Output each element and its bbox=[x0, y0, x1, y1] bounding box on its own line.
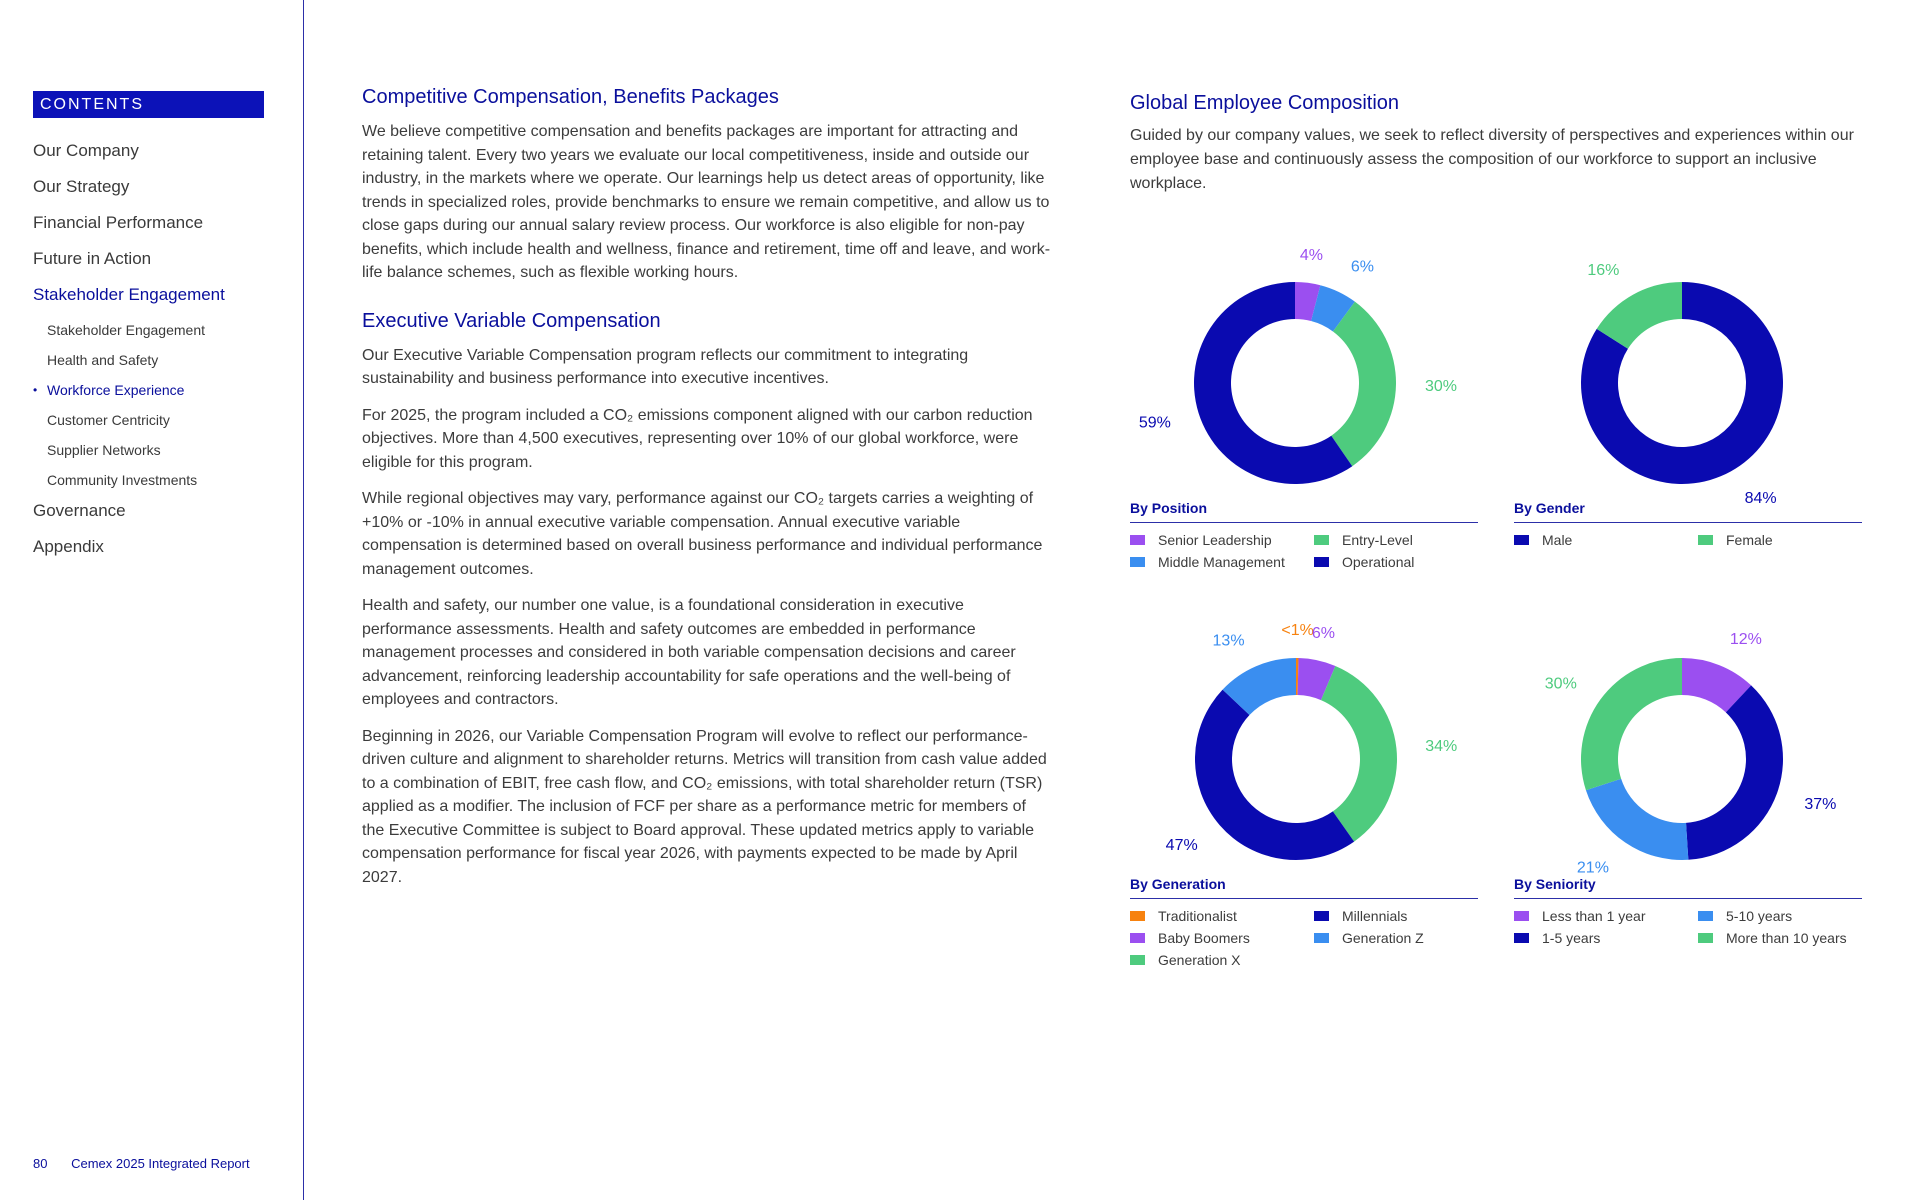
page-footer bbox=[33, 1156, 250, 1171]
compensation-column bbox=[362, 82, 1052, 902]
page-number: 80 bbox=[33, 1156, 48, 1171]
section-title-executive-variable-compensation: Executive Variable Compensation bbox=[362, 309, 661, 332]
data-label-by-generation-millennials: 47% bbox=[1165, 837, 1198, 855]
nav-stakeholder-engagement[interactable]: Stakeholder Engagement bbox=[33, 285, 225, 304]
employee-composition-column bbox=[1130, 88, 1870, 196]
legend-swatch bbox=[1514, 535, 1529, 545]
nav-sub-supplier-networks[interactable]: Supplier Networks bbox=[47, 442, 161, 458]
nav-sub-community-investments[interactable]: Community Investments bbox=[47, 472, 198, 488]
intro-text: Guided by our company values, we seek to reflect diversity of perspectives and experiences within our employee base and continuously assess the composition of our workforce to support an inclusive workplace. bbox=[1130, 127, 1854, 192]
legend-swatch bbox=[1130, 557, 1145, 567]
legend-label: Senior Leadership bbox=[1158, 532, 1272, 548]
legend-label: Baby Boomers bbox=[1158, 930, 1250, 946]
nav-financial-performance[interactable]: Financial Performance bbox=[33, 213, 204, 232]
paragraph: Beginning in 2026, our Variable Compensation Program will evolve to reflect our performance-driven culture and alignment to shareholder returns. Metrics will transition from cash value added to a combination of EBIT, free cash flow, and CO₂ emissions, with total shareholder return (TSR) applied as a modifier. The inclusion of FCF per share as a performance metric for members of the Executive Committee is subject to Board approval. These updated metrics apply to variable compensation performance for fiscal year 2026, with payments expected to be made by April 2027. bbox=[362, 727, 1047, 886]
legend-item-female bbox=[1698, 531, 1868, 549]
nav-sub-workforce-experience[interactable]: • Workforce Experience bbox=[33, 375, 293, 405]
legend-swatch bbox=[1514, 911, 1529, 921]
legend-item-entry-level bbox=[1314, 531, 1484, 549]
legend-item-more-than-10-years bbox=[1698, 929, 1868, 947]
legend-label: More than 10 years bbox=[1726, 930, 1847, 946]
legend-by-seniority bbox=[1514, 876, 1862, 947]
data-label-by-generation-generation-x: 34% bbox=[1425, 738, 1458, 756]
data-label-by-position-operational: 59% bbox=[1138, 414, 1171, 432]
paragraph: For 2025, the program included a CO₂ emissions component aligned with our carbon reduction objectives. More than 4,500 executives, representing over 10% of our global workforce, were eligible for this program. bbox=[362, 406, 1033, 471]
legend-label: Male bbox=[1542, 532, 1573, 548]
paragraph: Health and safety, our number one value, is a foundational consideration in executive performance assessments. Health and safety outcomes are embedded in performance management processes and considered in both variable compensation decisions and career advancement, reinforcing leadership accountability for safe operations and the well-being of employees and contractors. bbox=[362, 597, 1016, 708]
legend-swatch bbox=[1130, 955, 1145, 965]
nav-future-in-action[interactable]: Future in Action bbox=[33, 249, 152, 268]
legend-item-operational bbox=[1314, 553, 1484, 571]
legend-swatch bbox=[1698, 535, 1713, 545]
chart-title-by-position: By Position bbox=[1130, 500, 1478, 523]
contents-heading: CONTENTS bbox=[33, 91, 264, 118]
data-label-by-generation-traditionalist: <1% bbox=[1281, 622, 1314, 640]
data-label-by-generation-baby-boomers: 6% bbox=[1311, 624, 1336, 642]
paragraph: Our Executive Variable Compensation program reflects our commitment to integrating sustainability and business performance into executive incentives. bbox=[362, 346, 969, 387]
paragraph: We believe competitive compensation and benefits packages are important for attracting and retaining talent. Every two years we evaluate our local competitiveness, inside and outside our industry, in the markets where we operate. Our learnings help us detect areas of opportunity, like trends in specialized roles, provide benchmarks to ensure we remain competitive, and allow us to close gaps during our annual salary review process. Our workforce is also eligible for non-pay benefits, which include health and wellness, finance and retirement, time off and leave, and work-life balance schemes, such as flexible working hours. bbox=[362, 123, 1051, 281]
legend-swatch bbox=[1314, 933, 1329, 943]
nav-appendix[interactable]: Appendix bbox=[33, 537, 104, 556]
nav-sub-stakeholder-engagement[interactable]: Stakeholder Engagement bbox=[47, 322, 205, 338]
legend-swatch bbox=[1698, 911, 1713, 921]
data-label-by-position-middle-management: 6% bbox=[1350, 258, 1374, 276]
data-label-by-position-entry-level: 30% bbox=[1424, 378, 1458, 396]
slice-by-seniority-more-than-10-years bbox=[1581, 658, 1682, 790]
legend-label: Entry-Level bbox=[1342, 532, 1413, 548]
data-label-by-generation-generation-z: 13% bbox=[1212, 632, 1245, 650]
legend-by-generation bbox=[1130, 876, 1478, 969]
legend-label: Generation Z bbox=[1342, 930, 1424, 946]
data-label-by-seniority-5-10-years: 21% bbox=[1576, 859, 1609, 877]
legend-label: Operational bbox=[1342, 554, 1415, 570]
nav-governance[interactable]: Governance bbox=[33, 501, 126, 520]
slice-by-position-entry-level bbox=[1331, 302, 1396, 467]
legend-item-less-than-1-year bbox=[1514, 907, 1698, 925]
legend-label: Millennials bbox=[1342, 908, 1408, 924]
legend-label: 1-5 years bbox=[1542, 930, 1601, 946]
slice-by-generation-millennials bbox=[1195, 690, 1354, 860]
legend-label: Traditionalist bbox=[1158, 908, 1237, 924]
data-label-by-gender-male: 84% bbox=[1744, 489, 1777, 507]
data-label-by-position-senior-leadership: 4% bbox=[1299, 247, 1324, 265]
legend-by-position bbox=[1130, 500, 1478, 571]
nav-our-company[interactable]: Our Company bbox=[33, 141, 139, 160]
paragraph: While regional objectives may vary, performance against our CO₂ targets carries a weighting of +10% or -10% in annual executive variable compensation. Annual executive variable compensation is determined based on overall business performance and individual performance management outcomes. bbox=[362, 490, 1043, 578]
legend-by-gender bbox=[1514, 500, 1862, 549]
report-name: Cemex 2025 Integrated Report bbox=[71, 1156, 250, 1171]
section-title-competitive-compensation: Competitive Compensation, Benefits Packages bbox=[362, 86, 779, 108]
legend-label: Less than 1 year bbox=[1542, 908, 1646, 924]
data-label-by-seniority-1-5-years: 37% bbox=[1804, 796, 1837, 814]
legend-label: Generation X bbox=[1158, 952, 1241, 968]
nav-our-strategy[interactable]: Our Strategy bbox=[33, 177, 130, 196]
legend-item-male bbox=[1514, 531, 1698, 549]
section-title-global-employee-composition: Global Employee Composition bbox=[1130, 92, 1400, 114]
legend-label: 5-10 years bbox=[1726, 908, 1793, 924]
table-of-contents bbox=[33, 135, 293, 567]
legend-item-1-5-years bbox=[1514, 929, 1698, 947]
legend-label: Female bbox=[1726, 532, 1773, 548]
legend-swatch bbox=[1130, 911, 1145, 921]
nav-sub-health-and-safety[interactable]: Health and Safety bbox=[47, 352, 159, 368]
legend-item-millennials bbox=[1314, 907, 1484, 925]
legend-swatch bbox=[1130, 535, 1145, 545]
chart-title-by-seniority: By Seniority bbox=[1514, 876, 1862, 899]
chart-title-by-gender: By Gender bbox=[1514, 500, 1862, 523]
legend-item-senior-leadership bbox=[1130, 531, 1314, 549]
legend-swatch bbox=[1514, 933, 1529, 943]
legend-swatch bbox=[1314, 535, 1329, 545]
nav-sub-customer-centricity[interactable]: Customer Centricity bbox=[47, 412, 170, 428]
legend-item-5-10-years bbox=[1698, 907, 1868, 925]
legend-item-middle-management bbox=[1130, 553, 1314, 571]
legend-label: Middle Management bbox=[1158, 554, 1285, 570]
chart-title-by-generation: By Generation bbox=[1130, 876, 1478, 899]
legend-swatch bbox=[1314, 557, 1329, 567]
data-label-by-gender-female: 16% bbox=[1587, 262, 1620, 280]
legend-item-generation-z bbox=[1314, 929, 1484, 947]
legend-swatch bbox=[1130, 933, 1145, 943]
slice-by-seniority-1-5-years bbox=[1686, 685, 1783, 859]
data-label-by-seniority-more-than-10-years: 30% bbox=[1544, 675, 1577, 693]
legend-item-traditionalist bbox=[1130, 907, 1314, 925]
slice-by-seniority-5-10-years bbox=[1586, 779, 1688, 860]
sidebar bbox=[0, 0, 304, 1200]
legend-swatch bbox=[1698, 933, 1713, 943]
legend-item-baby-boomers bbox=[1130, 929, 1314, 947]
legend-swatch bbox=[1314, 911, 1329, 921]
data-label-by-seniority-less-than-1-year: 12% bbox=[1729, 631, 1762, 649]
legend-item-generation-x bbox=[1130, 951, 1314, 969]
